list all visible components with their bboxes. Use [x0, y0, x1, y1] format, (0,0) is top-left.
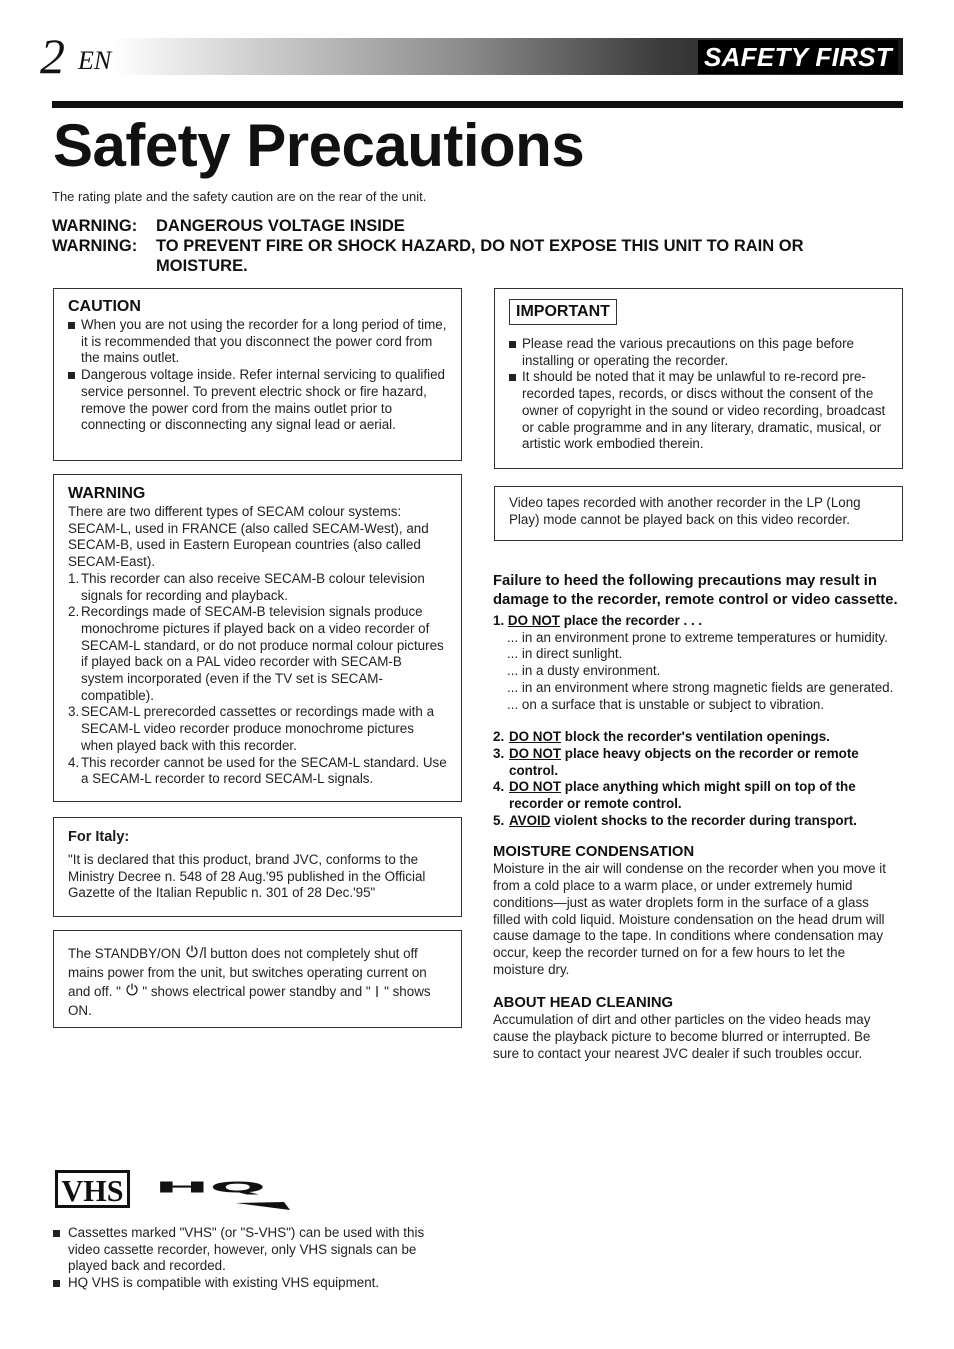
- warning-label: WARNING:: [52, 217, 138, 235]
- power-standby-icon: [125, 983, 139, 997]
- item-emphasis: DO NOT: [509, 745, 562, 761]
- head-cleaning-text: Accumulation of dirt and other particles on the video heads may cause the playback picture to become blurred or interrupted. Be sure to contact your nearest JVC dealer if such troubles occur.: [493, 1012, 871, 1061]
- item-text: SECAM-L prerecorded cassettes or recordings made with a SECAM-L video recorder produce monochrome pictures when played back with this recorder.: [81, 704, 435, 753]
- item-number: 4.: [493, 779, 505, 795]
- sub-item: ... in an environment where strong magnetic fields are generated.: [507, 679, 894, 695]
- list-item: [68, 755, 447, 788]
- hq-logo: [152, 1176, 292, 1215]
- sub-item: ... on a surface that is unstable or subject to vibration.: [507, 696, 825, 712]
- italy-box: [53, 817, 462, 917]
- vhs-logo-graphic: [58, 1173, 127, 1205]
- item-text: This recorder cannot be used for the SECAM-L standard. Use a SECAM-L recorder to record SECAM-L signals.: [81, 754, 447, 787]
- item-emphasis: AVOID: [509, 812, 551, 828]
- warning-text: DANGEROUS VOLTAGE INSIDE: [156, 217, 405, 235]
- warning-row: [52, 236, 882, 276]
- sub-item: ... in a dusty environment.: [507, 663, 661, 679]
- lp-note-box: [494, 486, 903, 541]
- title-rule: [52, 101, 903, 108]
- language-code: EN: [78, 46, 112, 75]
- list-item: [493, 779, 898, 812]
- important-heading-text: IMPORTANT: [516, 303, 610, 320]
- hq-logo-text: HQ: [154, 1179, 266, 1197]
- item-text: place heavy objects on the recorder or remote control.: [509, 745, 859, 778]
- intro-text: The rating plate and the safety caution are on the rear of the unit.: [52, 189, 427, 204]
- standby-text-3: " shows electrical power standby and ": [138, 984, 375, 999]
- item-number: 1.: [68, 570, 80, 586]
- important-heading: [509, 299, 617, 325]
- section-label: SAFETY FIRST: [698, 40, 898, 74]
- list-item: It should be noted that it may be unlawful to re-record pre-recorded tapes, records, or discs without the consent of the owner of copyright in the sound or video recording, broadcast or cable programme and in any literary, dramatic, musical, or artistic work embodied therein.: [509, 369, 888, 453]
- item-number: 5.: [493, 812, 505, 828]
- item-number: 1.: [493, 613, 505, 628]
- vhs-logo: [55, 1170, 130, 1208]
- item-text: Recordings made of SECAM-B television signals produce monochrome pictures if played back on a video recorder of SECAM-L standard, or do not produce normal colour pictures if played back on a PAL video recorder with SECAM-B system incorporated (even if the TV set is SECAM-compatible).: [81, 604, 444, 703]
- item-text: This recorder can also receive SECAM-B colour television signals for recording and playback.: [81, 570, 425, 603]
- list-item: [68, 571, 447, 604]
- standby-text-4: " shows ON.: [68, 984, 431, 1018]
- item-emphasis: DO NOT: [507, 613, 560, 628]
- item-number: 3.: [493, 745, 505, 761]
- item-number: 4.: [68, 754, 80, 770]
- secam-warning-box: [53, 474, 462, 802]
- item-number: 3.: [68, 704, 80, 720]
- list-item: HQ VHS is compatible with existing VHS equipment.: [53, 1275, 453, 1292]
- item-text: violent shocks to the recorder during transport.: [550, 812, 857, 828]
- warning-row: [52, 216, 882, 236]
- failure-section: [493, 572, 898, 1062]
- cassette-notes: [53, 1225, 453, 1292]
- item-text: block the recorder's ventilation openings.: [561, 729, 830, 745]
- list-item: [493, 729, 898, 746]
- warning-text: TO PREVENT FIRE OR SHOCK HAZARD, DO NOT EXPOSE THIS UNIT TO RAIN OR MOISTURE.: [156, 237, 804, 275]
- list-item: When you are not using the recorder for a long period of time, it is recommended that you disconnect the power cord from the mains outlet.: [68, 317, 447, 367]
- list-item: Please read the various precautions on this page before installing or operating the recorder.: [509, 336, 888, 369]
- item-number: 2.: [68, 604, 80, 620]
- page-number: 2: [40, 28, 65, 84]
- moisture-heading: MOISTURE CONDENSATION: [493, 844, 695, 861]
- moisture-text: Moisture in the air will condense on the recorder when you move it from a cold place to a warm place, or under extremely humid conditions—just as water droplets form in the surface of a glass filled with cold liquid. Moisture condensation on the head drum will cause damage to the tape. In conditions where condensation may occur, keep the recorder turned on for a few hours to let the moisture dry.: [493, 861, 886, 977]
- vhs-logo-text: VHS: [61, 1173, 124, 1205]
- list-item: Dangerous voltage inside. Refer internal servicing to qualified service personnel. To prevent electric shock or fire hazard, remove the power cord from the mains outlet prior to connecting or disconnecting any signal lead or aerial.: [68, 367, 447, 434]
- important-box: [494, 288, 903, 469]
- list-item: [68, 604, 447, 704]
- italy-heading: For Italy:: [68, 829, 130, 845]
- item-emphasis: DO NOT: [509, 729, 562, 745]
- list-item: [493, 813, 898, 830]
- power-standby-on-icon: [185, 945, 207, 959]
- list-item: Cassettes marked "VHS" (or "S-VHS") can be used with this video cassette recorder, however, only VHS signals can be played back and recorded.: [53, 1225, 453, 1275]
- secam-warning-heading: WARNING: [68, 485, 146, 502]
- lp-note-text: Video tapes recorded with another recorder in the LP (Long Play) mode cannot be played back on this video recorder.: [509, 495, 861, 527]
- item-emphasis: DO NOT: [509, 779, 562, 795]
- page-title: Safety Precautions: [53, 112, 585, 179]
- secam-warning-intro: There are two different types of SECAM colour systems: SECAM-L, used in FRANCE (also called SECAM-West), and SECAM-B, used in Eastern European countries (also called SECAM-East).: [68, 504, 429, 570]
- standby-text: [68, 944, 447, 1020]
- caution-box: [53, 288, 462, 461]
- list-item: [493, 746, 898, 779]
- failure-heading: Failure to heed the following precautions may result in damage to the recorder, remote control or video cassette.: [493, 573, 898, 608]
- item-text: place the recorder . . .: [559, 613, 703, 628]
- item-number: 2.: [493, 729, 505, 745]
- standby-box: [53, 930, 462, 1028]
- caution-heading: CAUTION: [68, 298, 141, 315]
- item-text: place anything which might spill on top of the recorder or remote control.: [509, 779, 856, 812]
- sub-item: ... in direct sunlight.: [507, 646, 623, 662]
- head-cleaning-heading: ABOUT HEAD CLEANING: [493, 995, 674, 1012]
- italy-text: "It is declared that this product, brand JVC, conforms to the Ministry Decree n. 548 of 28 Aug.'95 published in the Official Gazette of the Italian Republic n. 301 of 28 Dec.'95": [68, 852, 426, 901]
- warning-label: WARNING:: [52, 237, 138, 255]
- list-item: [68, 704, 447, 754]
- hq-logo-graphic: [152, 1176, 292, 1210]
- sub-item: ... in an environment prone to extreme temperatures or humidity.: [507, 629, 888, 645]
- standby-text-1: The STANDBY/ON: [68, 946, 185, 961]
- standby-text-2: button does not completely shut off mains power from the unit, but switches operating current on and off. ": [68, 946, 427, 999]
- list-item: [493, 613, 898, 630]
- warning-block: [52, 216, 882, 276]
